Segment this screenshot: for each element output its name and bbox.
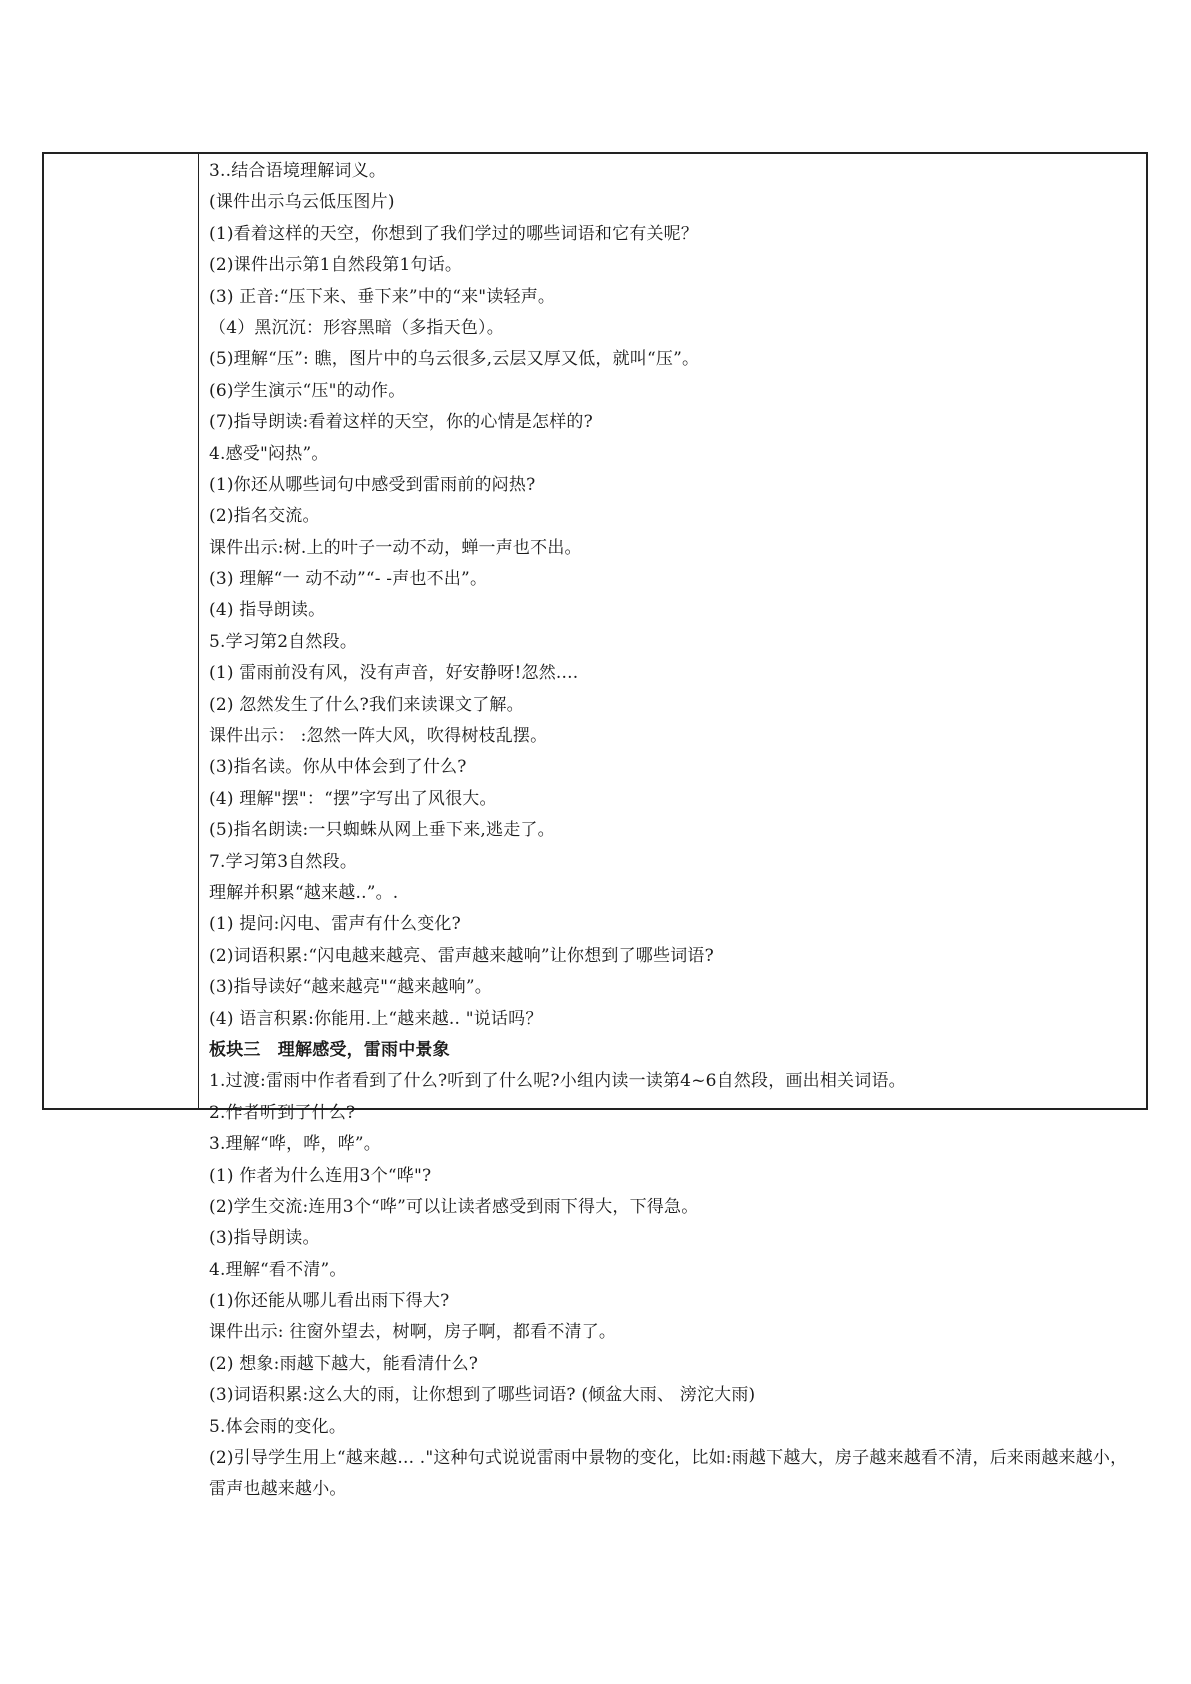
text-line: (2)词语积累:“闪电越来越亮、雷声越来越响”让你想到了哪些词语? xyxy=(209,945,714,966)
text-line: 3.理解“哗，哗，哗”。 xyxy=(209,1134,382,1155)
text-line: (1) 提问:闪电、雷声有什么变化? xyxy=(209,914,461,935)
text-line: (3)词语积累:这么大的雨，让你想到了哪些词语? (倾盆大雨、 滂沱大雨) xyxy=(209,1385,756,1406)
text-line: 7.学习第3自然段。 xyxy=(209,851,358,872)
text-line: (1) 雷雨前没有风，没有声音，好安静呀!忽然.... xyxy=(209,663,579,684)
text-line: 5.体会雨的变化。 xyxy=(209,1416,347,1437)
left-column-cell xyxy=(44,154,199,1108)
text-line: (7)指导朗读:看着这样的天空，你的心情是怎样的? xyxy=(209,412,593,433)
text-line: (2)指名交流。 xyxy=(209,506,320,527)
text-line: (3) 理解“一 动不动”“- -声也不出”。 xyxy=(209,569,488,590)
text-line: (5)理解“压”: 瞧，图片中的乌云很多,云层又厚又低，就叫“压”。 xyxy=(209,349,700,370)
content-column-cell xyxy=(209,156,1138,1506)
text-line: (1)你还能从哪儿看出雨下得大? xyxy=(209,1291,450,1312)
text-line: 理解并积累“越来越..”。. xyxy=(209,882,399,903)
text-line: (2)学生交流:连用3个“哗”可以让读者感受到雨下得大，下得急。 xyxy=(209,1196,699,1217)
text-line: 4.感受"闷热”。 xyxy=(209,443,329,464)
text-line: (3)指名读。你从中体会到了什么? xyxy=(209,757,467,778)
text-line: (3) 正音:“压下来、垂下来”中的“来"读轻声。 xyxy=(209,286,556,307)
text-line: (课件出示乌云低压图片) xyxy=(209,192,395,213)
text-line: 课件出示: 往窗外望去，树啊，房子啊，都看不清了。 xyxy=(209,1322,617,1343)
text-line: (4) 理解"摆"：“摆”字写出了风很大。 xyxy=(209,788,497,809)
text-line: (1)你还从哪些词句中感受到雷雨前的闷热? xyxy=(209,474,536,495)
text-line: 课件出示： :忽然一阵大风，吹得树枝乱摆。 xyxy=(209,726,548,747)
text-line: (2)引导学生用上“越来越... ."这种句式说说雷雨中景物的变化，比如:雨越下越大，房子越来越看不清，后来雨越来越小，雷声也越来越小。 xyxy=(209,1448,1128,1500)
text-line: (6)学生演示“压"的动作。 xyxy=(209,380,406,401)
text-line: (2) 想象:雨越下越大，能看清什么? xyxy=(209,1353,479,1374)
text-line: (4) 指导朗读。 xyxy=(209,600,326,621)
text-line: （4）黑沉沉：形容黑暗（多指天色）。 xyxy=(209,317,504,338)
text-line: (3)指导朗读。 xyxy=(209,1228,320,1249)
text-line: 课件出示:树.上的叶子一动不动，蝉一声也不出。 xyxy=(209,537,582,558)
text-line: 3..结合语境理解词义。 xyxy=(209,161,387,181)
text-line: (5)指名朗读:一只蜘蛛从网上垂下来,逃走了。 xyxy=(209,820,555,841)
text-line: 2.作者听到了什么? xyxy=(209,1102,356,1123)
text-line: (2) 忽然发生了什么?我们来读课文了解。 xyxy=(209,694,524,715)
text-line: 1.过渡:雷雨中作者看到了什么?听到了什么呢?小组内读一读第4~6自然段，画出相关词语。 xyxy=(209,1071,906,1092)
text-line: (4) 语言积累:你能用.上“越来越.. "说话吗？ xyxy=(209,1008,543,1029)
text-line: (1)看着这样的天空，你想到了我们学过的哪些词语和它有关呢？ xyxy=(209,223,699,244)
section-heading: 板块三 理解感受，雷雨中景象 xyxy=(209,1039,450,1060)
text-line: (2)课件出示第1自然段第1句话。 xyxy=(209,255,463,276)
text-line: (1) 作者为什么连用3个“哗"? xyxy=(209,1165,432,1186)
text-line: 5.学习第2自然段。 xyxy=(209,631,358,652)
lesson-plan-table xyxy=(42,152,1148,1500)
text-line: (3)指导读好“越来越亮"“越来越响”。 xyxy=(209,977,492,998)
text-line: 4.理解“看不清”。 xyxy=(209,1259,347,1280)
